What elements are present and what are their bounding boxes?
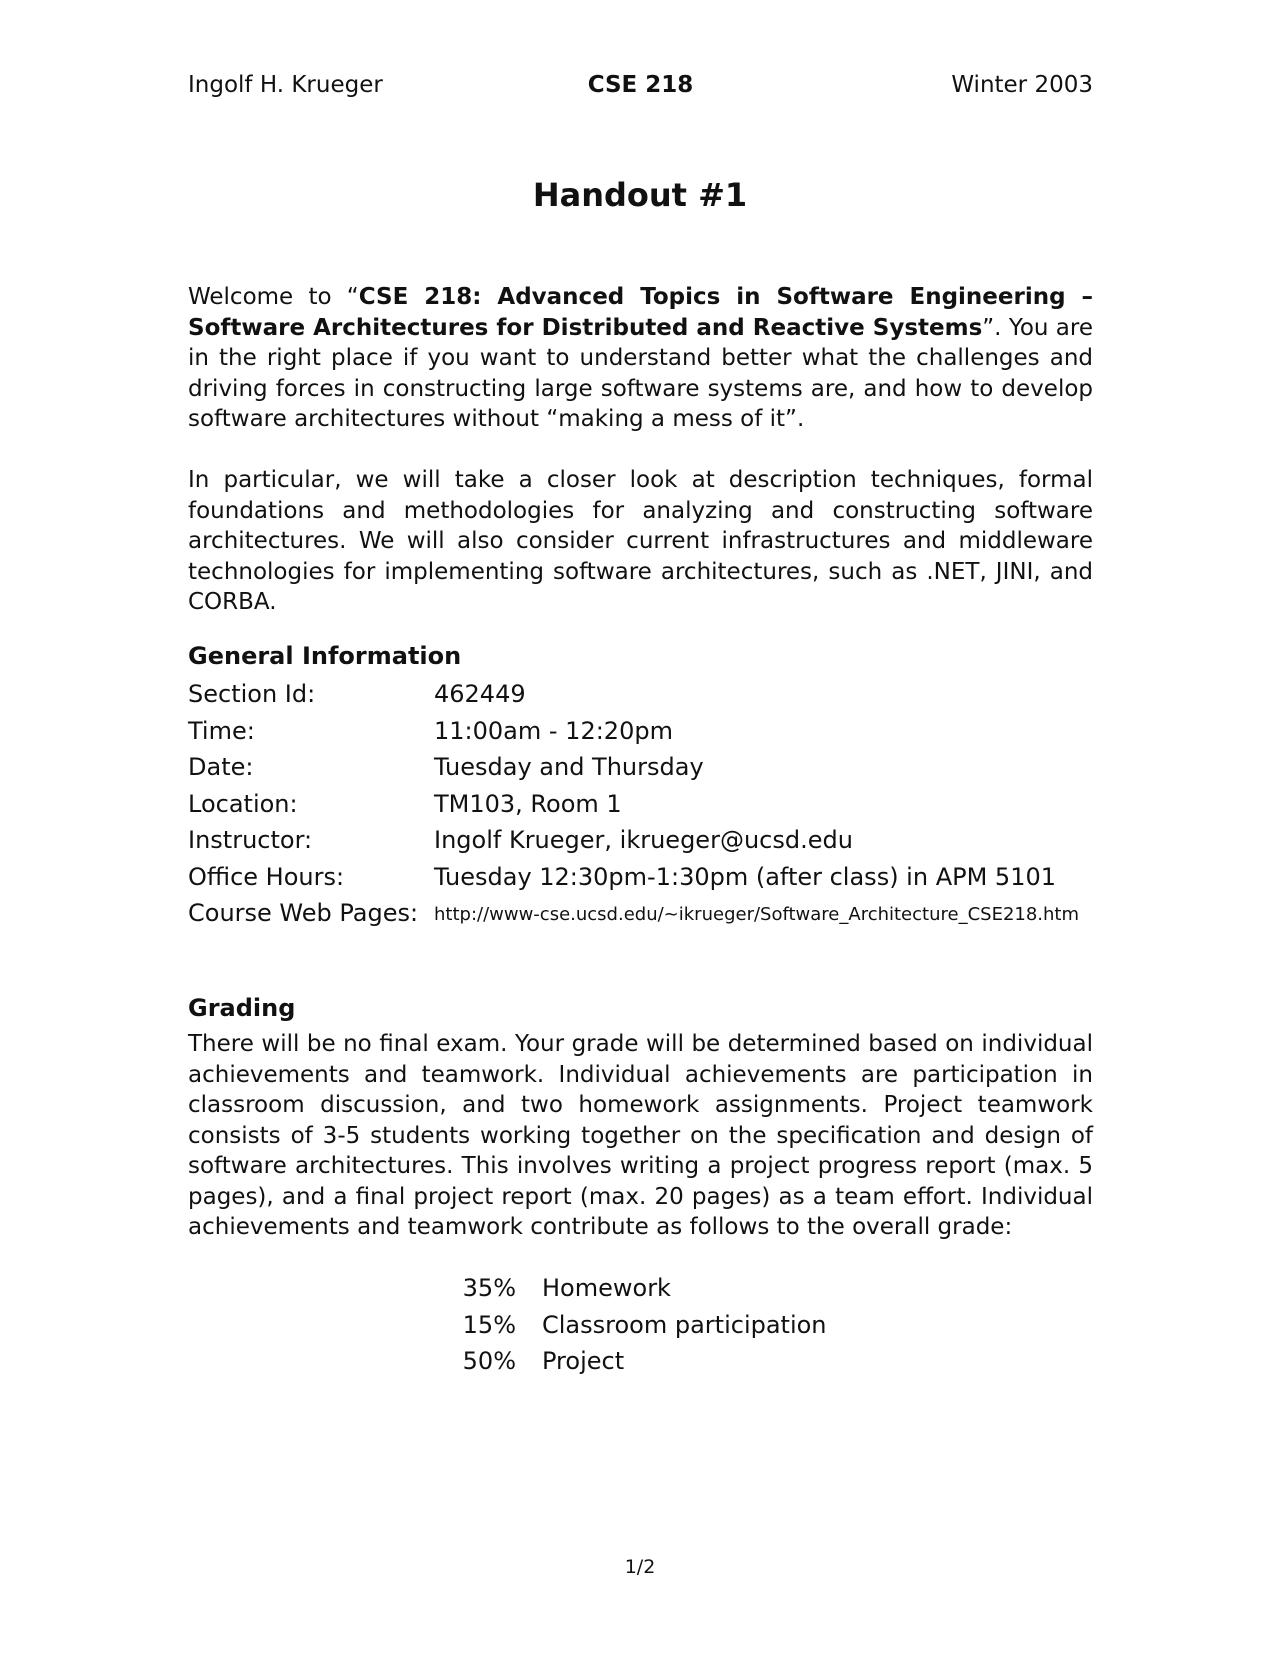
grading-heading: Grading [188,994,296,1022]
grading-paragraph: There will be no final exam. Your grade will be determined based on individual achievements and teamwork. Individual achievements are participation in classroom discussion, and two homework assignments. Project teamwork consists of 3-5 students working together on the specification and design of software architectures. This involves writing a project progress report (max. 5 pages), and a final project report (max. 20 pages) as a team effort. Individual achievements and teamwork contribute as follows to the overall grade: [188,1031,1093,1240]
info-row-instructor [188,826,1093,863]
breakdown-row [458,1274,958,1311]
info-row-section-id [188,680,1093,717]
info-label: Office Hours: [188,862,345,891]
breakdown-percent: 35% [462,1274,516,1302]
intro-paragraph [188,282,1093,435]
info-label: Time: [188,716,255,745]
particular-paragraph: In particular, we will take a closer look at description techniques, formal foundations and methodologies for analyzing and constructing software architectures. We will also consider current infrastructures and middleware technologies for implementing software architectures, such as .NET, JINI, and CORBA. [188,467,1093,615]
page-title: Handout #1 [532,176,748,214]
info-label: Location: [188,789,298,818]
breakdown-label: Homework [542,1274,671,1302]
info-label: Section Id: [188,680,316,708]
breakdown-row [458,1311,958,1348]
info-label: Date: [188,753,254,781]
general-info-table [188,680,1093,936]
breakdown-label: Project [542,1347,625,1375]
page-number: 1/2 [624,1556,656,1578]
header-author: Ingolf H. Krueger [188,72,383,98]
info-value: Tuesday and Thursday [434,753,704,781]
general-info-heading: General Information [188,642,462,670]
info-value: 462449 [434,680,526,708]
info-row-time [188,717,1093,754]
info-label: Instructor: [188,826,313,854]
info-row-location [188,790,1093,827]
breakdown-row [458,1347,958,1384]
info-row-office-hours [188,863,1093,900]
page-header [188,72,1093,108]
intro-welcome-suffix: ”. You are in the right place if you want to understand better what the challenges and driving forces in constructing large software systems are, and how to develop software architectures without “making a mess of it”. [188,314,1094,432]
grade-breakdown [458,1274,958,1384]
info-row-date [188,753,1093,790]
breakdown-percent: 50% [462,1347,516,1375]
info-value: Tuesday 12:30pm-1:30pm (after class) in APM 5101 [434,862,1056,891]
info-value: Ingolf Krueger, ikrueger@ucsd.edu [434,826,853,854]
info-label: Course Web Pages: [188,899,419,927]
info-value: 11:00am - 12:20pm [434,716,673,745]
info-value: TM103, Room 1 [434,789,622,818]
info-row-course-web-pages [188,899,1093,936]
breakdown-label: Classroom participation [542,1310,827,1339]
course-web-link[interactable]: http://www-cse.ucsd.edu/~ikrueger/Software_Architecture_CSE218.htm [434,904,1080,925]
header-term: Winter 2003 [951,72,1093,98]
breakdown-percent: 15% [462,1310,516,1339]
header-course: CSE 218 [587,72,694,98]
intro-welcome-prefix: Welcome to “ [188,284,359,310]
intro-course-title: CSE 218: Advanced Topics in Software Engineering – Software Architectures for Distributed and Reactive Systems [188,284,1093,341]
